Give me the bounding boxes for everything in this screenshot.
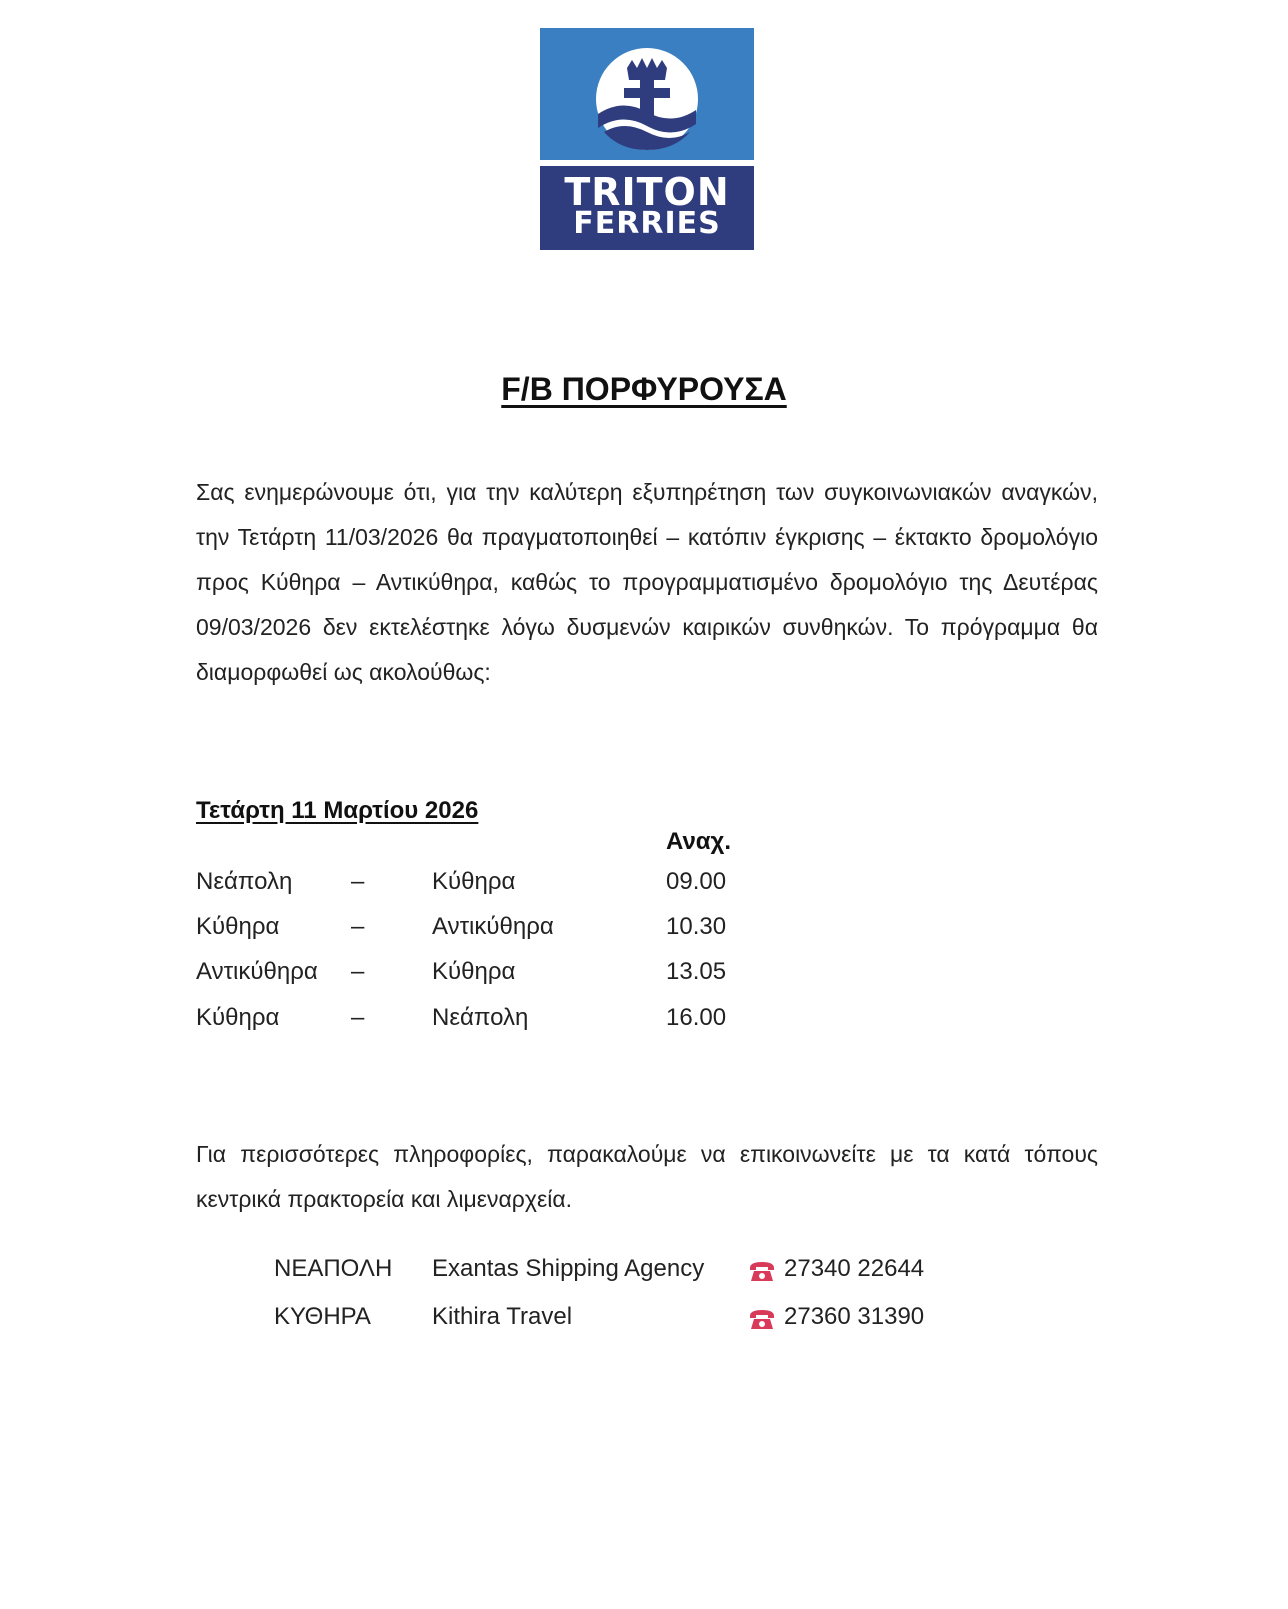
trident-emblem-icon: [594, 46, 700, 152]
route-separator: –: [351, 868, 365, 895]
schedule-date: Τετάρτη 11 Μαρτίου 2026: [196, 797, 479, 824]
contact-phone[interactable]: 27340 22644: [784, 1255, 925, 1282]
contact-agency: Exantas Shipping Agency: [432, 1255, 705, 1282]
telephone-icon: [748, 1259, 776, 1283]
intro-paragraph: Σας ενημερώνουμε ότι, για την καλύτερη εξυπηρέτηση των συγκοινωνιακών αναγκών, την Τετάρτη 11/03/2026 θα πραγματοποιηθεί – κατόπιν έγκρισης – έκτακτο δρομολόγιο προς Κύθηρα – Αντικύθηρα, καθώς το προγραμματισμένο δρομολόγιο της Δευτέρας 09/03/2026 δεν εκτελέστηκε λόγω δυσμενών καιρικών συνθηκών. Το πρόγραμμα θα διαμορφωθεί ως ακολούθως:: [196, 479, 1098, 685]
logo-text-ferries: FERRIES: [573, 206, 721, 241]
logo-text-triton: TRITON: [564, 170, 730, 214]
schedule-row: [0, 1004, 1288, 1044]
triton-ferries-logo: [540, 28, 754, 250]
departure-header: Αναχ.: [666, 828, 732, 855]
departure-time: 10.30: [666, 913, 727, 940]
route-to: Αντικύθηρα: [432, 913, 554, 940]
route-from: Κύθηρα: [196, 913, 280, 940]
contact-place: ΚΥΘΗΡΑ: [274, 1303, 371, 1330]
contact-row: [0, 1255, 1288, 1295]
route-separator: –: [351, 958, 365, 985]
route-to: Κύθηρα: [432, 868, 516, 895]
route-to: Νεάπολη: [432, 1004, 529, 1031]
route-from: Αντικύθηρα: [196, 958, 318, 985]
contact-row: [0, 1303, 1288, 1343]
info-paragraph: Για περισσότερες πληροφορίες, παρακαλούμε να επικοινωνείτε με τα κατά τόπους κεντρικά πρακτορεία και λιμεναρχεία.: [196, 1141, 1098, 1212]
contact-phone[interactable]: 27360 31390: [784, 1303, 925, 1330]
schedule-row: [0, 868, 1288, 908]
telephone-icon: [748, 1307, 776, 1331]
departure-time: 13.05: [666, 958, 727, 985]
page-title: F/B ΠΟΡΦΥΡΟΥΣΑ: [501, 371, 787, 407]
departure-time: 16.00: [666, 1004, 727, 1031]
route-separator: –: [351, 913, 365, 940]
departure-time: 09.00: [666, 868, 727, 895]
contact-agency: Kithira Travel: [432, 1303, 573, 1330]
route-to: Κύθηρα: [432, 958, 516, 985]
contact-place: ΝΕΑΠΟΛΗ: [274, 1255, 393, 1282]
schedule-row: [0, 913, 1288, 953]
route-separator: –: [351, 1004, 365, 1031]
route-from: Νεάπολη: [196, 868, 293, 895]
schedule-row: [0, 958, 1288, 998]
route-from: Κύθηρα: [196, 1004, 280, 1031]
